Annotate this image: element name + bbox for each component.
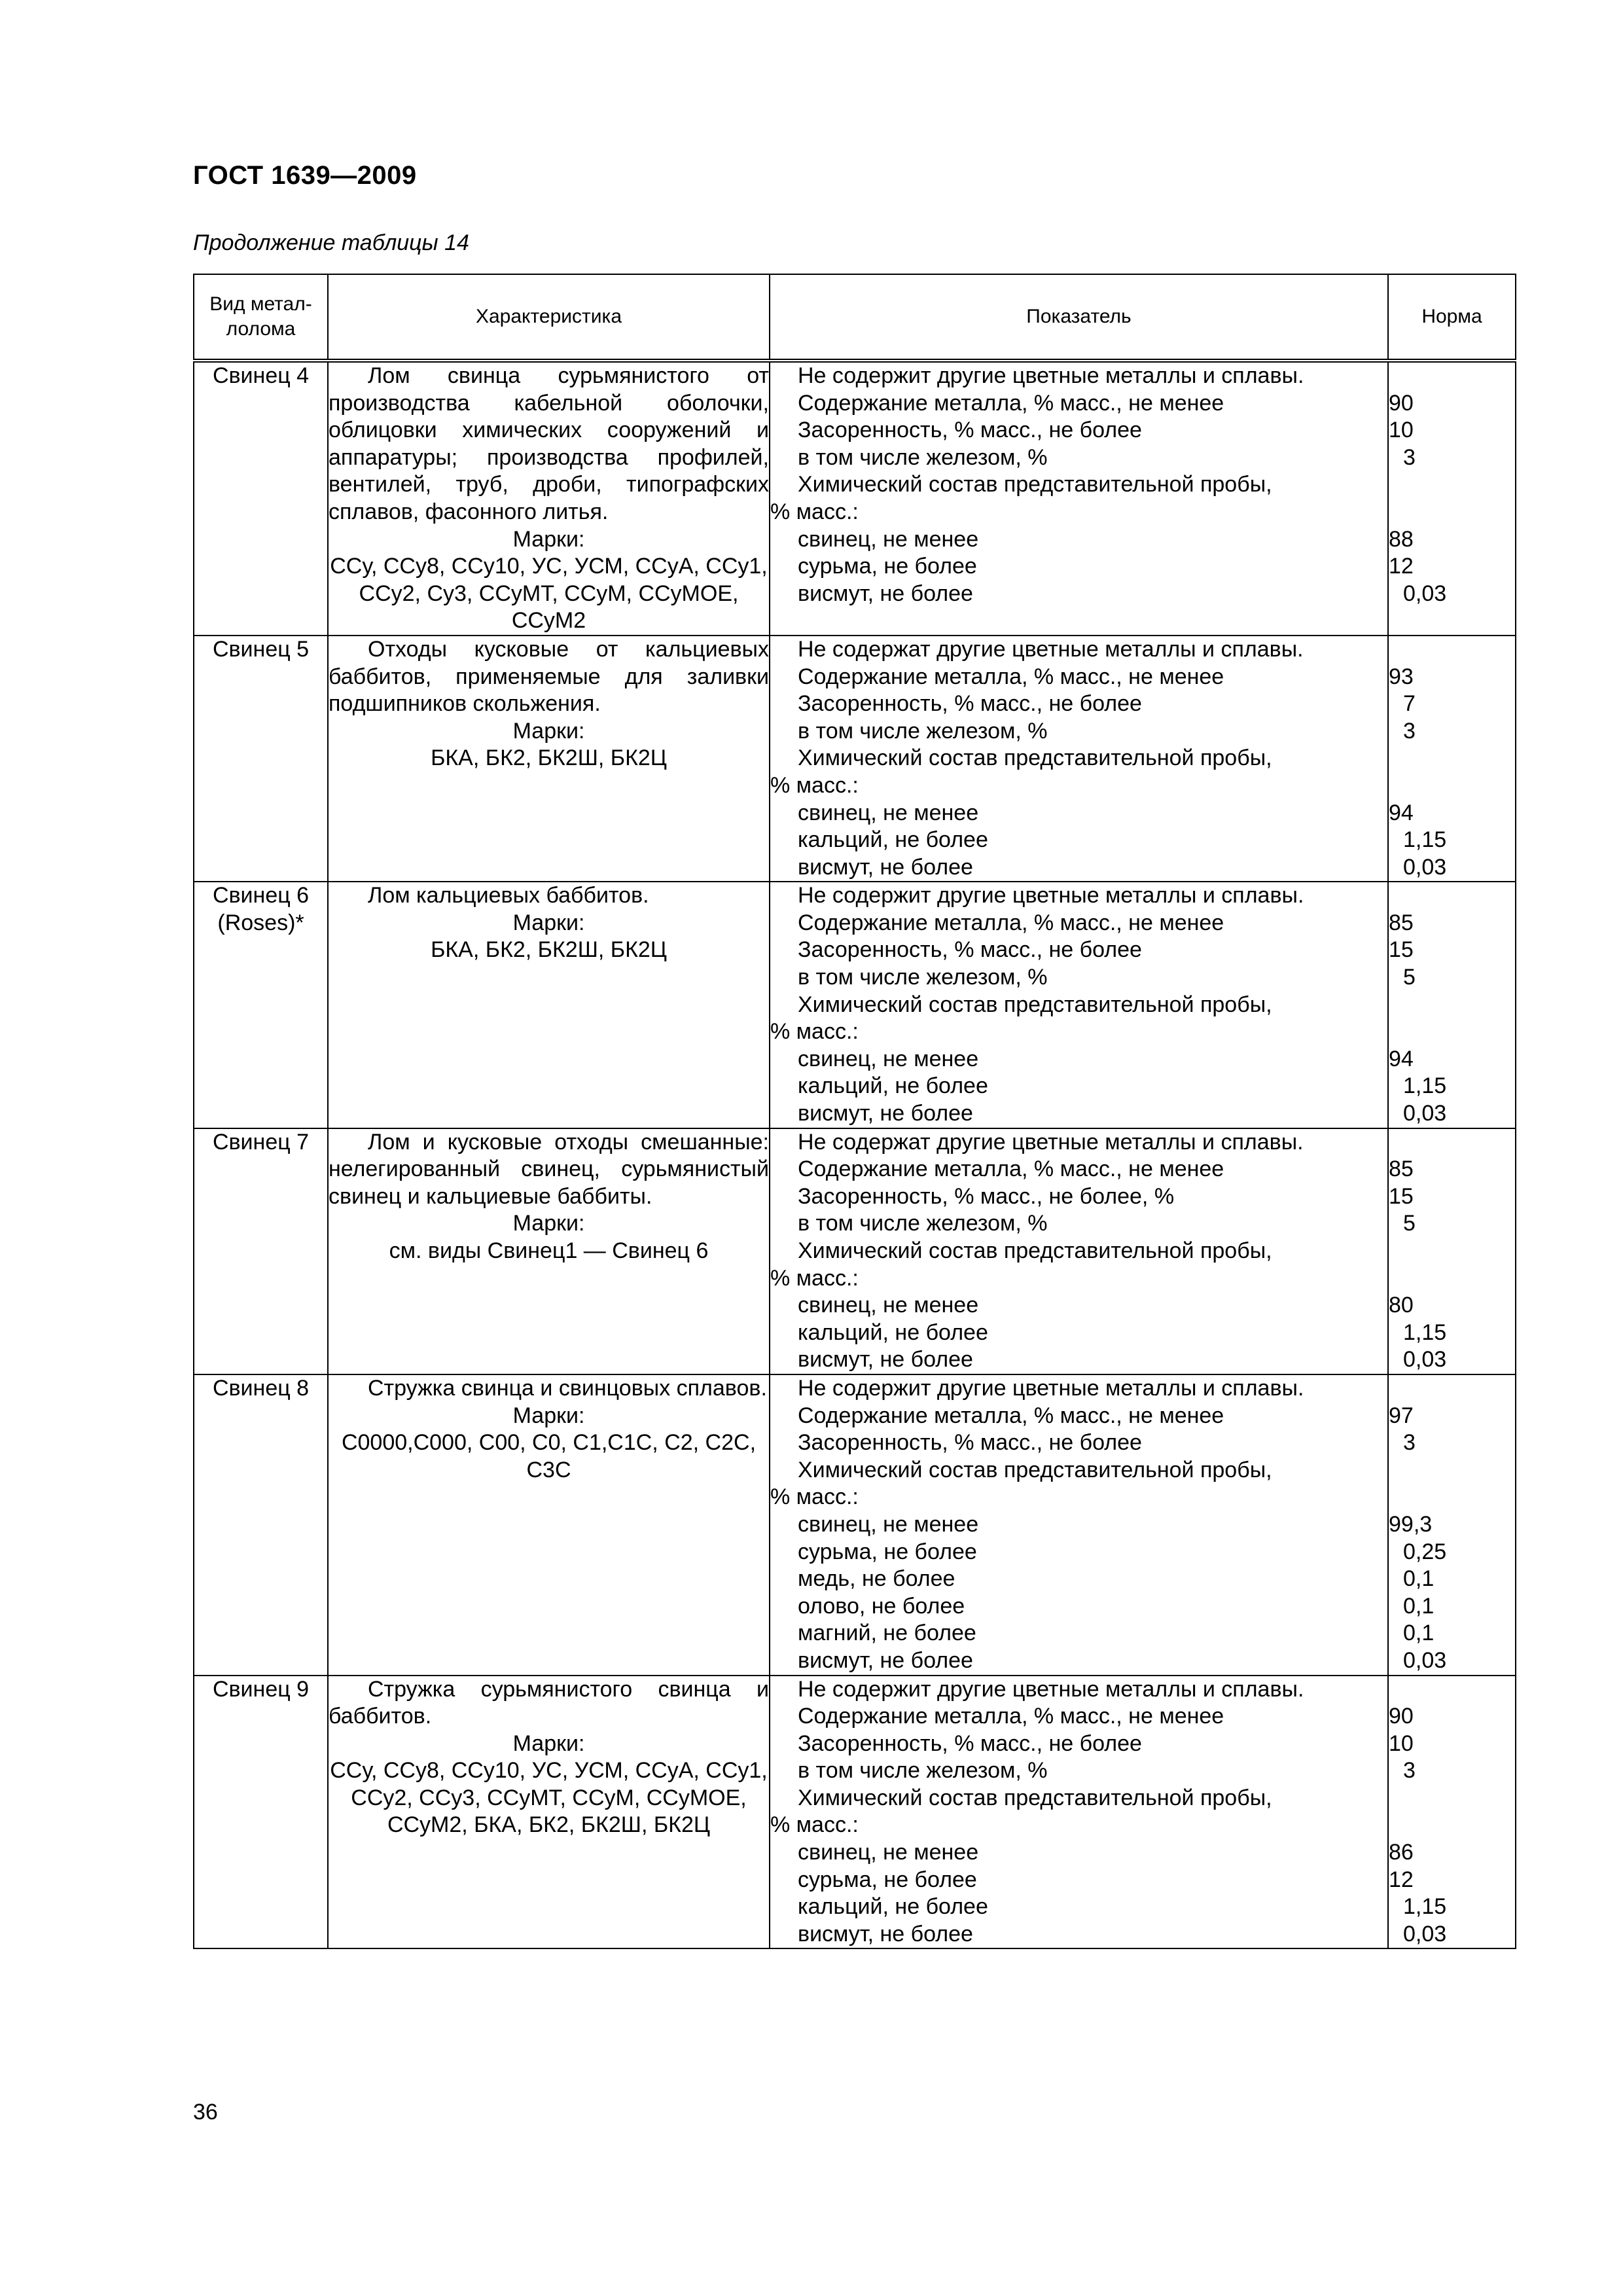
kind-line: Свинец 5 [212, 636, 310, 662]
norm-value [1389, 363, 1515, 390]
brands-label: Марки: [512, 1211, 585, 1236]
norm-value: 0,03 [1403, 1101, 1447, 1126]
indicator-line: сурьма, не более [798, 1539, 977, 1564]
norm-value [1389, 745, 1515, 772]
brands-label: Марки: [512, 526, 585, 552]
norm-value: 3 [1403, 444, 1416, 470]
cell-kind [194, 882, 328, 1128]
characteristic-description: Отходы кусковые от кальциевых баббитов, применяемые для заливки подшипников скольжения. [329, 636, 769, 717]
norm-value: 94 [1389, 1046, 1414, 1071]
norm-value [1389, 1129, 1515, 1157]
brands-label: Марки: [512, 910, 585, 935]
norm-value [1389, 1238, 1515, 1265]
cell-indicator [770, 1128, 1388, 1374]
norm-value: 3 [1403, 1758, 1416, 1784]
norm-value [1389, 992, 1515, 1019]
norm-value [1389, 882, 1515, 910]
table-row [194, 361, 1516, 636]
indicator-line: в том числе железом, % [798, 1211, 1048, 1236]
cell-indicator [770, 636, 1388, 882]
brands-label: Марки: [512, 718, 585, 744]
cell-norm [1388, 882, 1516, 1128]
indicator-line: % масс.: [770, 1812, 859, 1838]
norm-value: 15 [1389, 937, 1414, 963]
norm-value [1389, 636, 1515, 664]
norm-value: 90 [1389, 390, 1414, 416]
cell-indicator [770, 361, 1388, 636]
indicator-line: сурьма, не более [798, 554, 977, 579]
norm-value: 0,03 [1403, 1921, 1447, 1946]
indicator-line: кальций, не более [798, 1073, 988, 1099]
header-norm: Норма [1388, 274, 1516, 361]
indicator-line: % масс.: [770, 499, 859, 524]
norm-value: 85 [1389, 910, 1414, 935]
indicator-line: висмут, не более [798, 1347, 973, 1372]
norm-value: 3 [1403, 1430, 1416, 1456]
characteristic-description: Стружка сурьмянистого свинца и баббитов. [329, 1676, 769, 1729]
characteristic-description: Лом и кусковые отходы смешанные: нелегированный свинец, сурьмянистый свинец и кальциевые баббиты. [329, 1129, 769, 1209]
norm-value: 93 [1389, 664, 1414, 689]
table-row [194, 1128, 1516, 1374]
cell-norm [1388, 361, 1516, 636]
cell-indicator [770, 1374, 1388, 1676]
indicator-line: Химический состав представительной пробы, [798, 472, 1272, 497]
norm-value: 85 [1389, 1157, 1414, 1182]
indicator-line: Не содержит другие цветные металлы и сплавы. [798, 363, 1304, 388]
table-row [194, 882, 1516, 1128]
indicator-line: висмут, не более [798, 1921, 973, 1946]
norm-value [1389, 1785, 1515, 1812]
norm-value: 12 [1389, 1867, 1414, 1892]
norm-value: 0,25 [1403, 1539, 1447, 1564]
cell-kind [194, 1676, 328, 1949]
indicator-line: свинец, не менее [798, 1840, 979, 1865]
norm-value: 0,03 [1403, 581, 1447, 606]
norm-value [1389, 471, 1515, 499]
indicator-line: магний, не более [798, 1621, 976, 1646]
indicator-line: % масс.: [770, 1019, 859, 1045]
norm-value: 97 [1389, 1403, 1414, 1428]
norm-value [1389, 1812, 1515, 1839]
norm-value: 1,15 [1403, 827, 1447, 853]
norm-value: 0,03 [1403, 1347, 1447, 1372]
brands-label: Марки: [512, 1403, 585, 1428]
cell-characteristic [328, 1128, 770, 1374]
indicator-line: висмут, не более [798, 854, 973, 880]
page-number: 36 [193, 2100, 218, 2125]
norm-value [1389, 772, 1515, 800]
header-kind [194, 274, 328, 361]
cell-indicator [770, 1676, 1388, 1949]
norm-value: 86 [1389, 1840, 1414, 1865]
cell-kind [194, 361, 328, 636]
indicator-line: свинец, не менее [798, 526, 979, 552]
indicator-line: Засоренность, % масс., не более [798, 691, 1142, 717]
cell-kind [194, 1128, 328, 1374]
indicator-line: висмут, не более [798, 1647, 973, 1673]
indicator-line: Засоренность, % масс., не более [798, 1430, 1142, 1456]
indicator-line: Не содержат другие цветные металлы и сплавы. [798, 636, 1304, 662]
norm-value: 0,03 [1403, 854, 1447, 880]
norm-value: 80 [1389, 1293, 1414, 1318]
indicator-line: Химический состав представительной пробы, [798, 1457, 1272, 1482]
characteristic-description: Лом кальциевых баббитов. [368, 883, 649, 908]
table-caption: Продолжение таблицы 14 [193, 230, 469, 255]
brands-list: ССу, ССу8, ССу10, УС, УСМ, ССуА, ССу1, ССу2, Су3, ССуМТ, ССуМ, ССуМОЕ, ССуМ2 [330, 554, 768, 634]
norm-value: 94 [1389, 800, 1414, 825]
table-header-row [194, 274, 1516, 361]
brands-list: БКА, БК2, БК2Ш, БК2Ц [431, 745, 667, 771]
brands-list: С0000,С000, С00, С0, С1,С1С, С2, С2С, С3С [341, 1430, 757, 1482]
indicator-line: Содержание металла, % масс., не менее [798, 1403, 1224, 1428]
cell-characteristic [328, 882, 770, 1128]
norm-value: 5 [1403, 1211, 1416, 1236]
indicator-line: Содержание металла, % масс., не менее [798, 1704, 1224, 1729]
norm-value: 0,1 [1403, 1593, 1435, 1619]
kind-line: Свинец 4 [212, 363, 310, 388]
indicator-line: свинец, не менее [798, 1046, 979, 1071]
header-indicator: Показатель [770, 274, 1388, 361]
norm-value: 99,3 [1389, 1511, 1433, 1537]
cell-norm [1388, 1676, 1516, 1949]
kind-line: Свинец 7 [212, 1129, 310, 1155]
cell-norm [1388, 1374, 1516, 1676]
norm-value [1389, 499, 1515, 526]
indicator-line: в том числе железом, % [798, 718, 1048, 744]
characteristic-description: Стружка свинца и свинцовых сплавов. [368, 1375, 767, 1401]
indicator-line: Засоренность, % масс., не более [798, 418, 1142, 443]
cell-characteristic [328, 361, 770, 636]
norm-value [1389, 1375, 1515, 1403]
indicator-line: в том числе железом, % [798, 965, 1048, 990]
norm-value [1389, 1265, 1515, 1293]
norm-value [1389, 1676, 1515, 1704]
kind-line: (Roses)* [217, 910, 304, 935]
brands-list: см. виды Свинец1 — Свинец 6 [389, 1238, 709, 1263]
norm-value [1389, 1457, 1515, 1484]
document-header: ГОСТ 1639—2009 [193, 161, 417, 190]
indicator-line: Химический состав представительной пробы, [798, 992, 1272, 1017]
indicator-line: Химический состав представительной пробы, [798, 745, 1272, 771]
indicator-line: медь, не более [798, 1566, 955, 1592]
table-row [194, 636, 1516, 882]
table-row [194, 1374, 1516, 1676]
cell-norm [1388, 1128, 1516, 1374]
norm-value [1389, 1018, 1515, 1046]
indicator-line: сурьма, не более [798, 1867, 977, 1892]
characteristic-description: Лом свинца сурьмянистого от производства кабельной оболочки, облицовки химических сооружений и аппаратуры; производства профилей, вентилей, труб, дроби, типографских сплавов, фасонного литья. [329, 363, 769, 524]
indicator-line: Химический состав представительной пробы, [798, 1238, 1272, 1263]
indicator-line: Не содержит другие цветные металлы и сплавы. [798, 1676, 1304, 1702]
indicator-line: кальций, не более [798, 1894, 988, 1920]
brands-list: ССу, ССу8, ССу10, УС, УСМ, ССуА, ССу1, ССу2, ССу3, ССуМТ, ССуМ, ССуМОЕ, ССуМ2, БКА, БК2, БК2Ш, БК2Ц [330, 1758, 768, 1838]
indicator-line: Содержание металла, % масс., не менее [798, 1157, 1224, 1182]
indicator-line: в том числе железом, % [798, 1758, 1048, 1784]
norm-value: 15 [1389, 1183, 1414, 1209]
cell-norm [1388, 636, 1516, 882]
indicator-line: Засоренность, % масс., не более, % [798, 1183, 1175, 1209]
indicator-line: свинец, не менее [798, 1511, 979, 1537]
kind-line: Свинец 9 [212, 1676, 310, 1702]
norm-value: 10 [1389, 1731, 1414, 1756]
header-kind-label: Вид метал- лолома [209, 293, 312, 340]
indicator-line: % масс.: [770, 1265, 859, 1291]
header-characteristic: Характеристика [328, 274, 770, 361]
indicator-line: Не содержит другие цветные металлы и сплавы. [798, 1375, 1304, 1401]
indicator-line: Химический состав представительной пробы, [798, 1785, 1272, 1810]
indicator-line: Содержание металла, % масс., не менее [798, 910, 1224, 935]
indicator-line: в том числе железом, % [798, 444, 1048, 470]
norm-value: 12 [1389, 554, 1414, 579]
brands-list: БКА, БК2, БК2Ш, БК2Ц [431, 937, 667, 963]
indicator-line: % масс.: [770, 1484, 859, 1510]
indicator-line: Засоренность, % масс., не более [798, 1731, 1142, 1756]
cell-kind [194, 636, 328, 882]
cell-characteristic [328, 636, 770, 882]
indicator-line: кальций, не более [798, 827, 988, 853]
indicator-line: олово, не более [798, 1593, 965, 1619]
norm-value: 88 [1389, 526, 1414, 552]
norm-value: 5 [1403, 965, 1416, 990]
cell-kind [194, 1374, 328, 1676]
indicator-line: Содержание металла, % масс., не менее [798, 390, 1224, 416]
indicator-line: Не содержат другие цветные металлы и сплавы. [798, 1129, 1304, 1155]
cell-indicator [770, 882, 1388, 1128]
indicator-line: Не содержит другие цветные металлы и сплавы. [798, 883, 1304, 908]
cell-characteristic [328, 1676, 770, 1949]
norm-value: 10 [1389, 418, 1414, 443]
cell-characteristic [328, 1374, 770, 1676]
norm-value [1389, 1484, 1515, 1511]
brands-label: Марки: [512, 1731, 585, 1756]
indicator-line: свинец, не менее [798, 1293, 979, 1318]
indicator-line: висмут, не более [798, 1101, 973, 1126]
indicator-line: кальций, не более [798, 1319, 988, 1345]
norm-value: 3 [1403, 718, 1416, 744]
norm-value: 1,15 [1403, 1073, 1447, 1099]
specification-table [193, 274, 1516, 1949]
indicator-line: висмут, не более [798, 581, 973, 606]
table-row [194, 1676, 1516, 1949]
norm-value: 7 [1403, 691, 1416, 717]
norm-value: 90 [1389, 1704, 1414, 1729]
norm-value: 1,15 [1403, 1894, 1447, 1920]
kind-line: Свинец 8 [212, 1375, 310, 1401]
indicator-line: Содержание металла, % масс., не менее [798, 664, 1224, 689]
kind-line: Свинец 6 [212, 883, 310, 908]
indicator-line: Засоренность, % масс., не более [798, 937, 1142, 963]
norm-value: 0,1 [1403, 1621, 1435, 1646]
norm-value: 1,15 [1403, 1319, 1447, 1345]
table-body [194, 361, 1516, 1948]
norm-value: 0,03 [1403, 1647, 1447, 1673]
indicator-line: % масс.: [770, 772, 859, 798]
indicator-line: свинец, не менее [798, 800, 979, 825]
norm-value: 0,1 [1403, 1566, 1435, 1592]
